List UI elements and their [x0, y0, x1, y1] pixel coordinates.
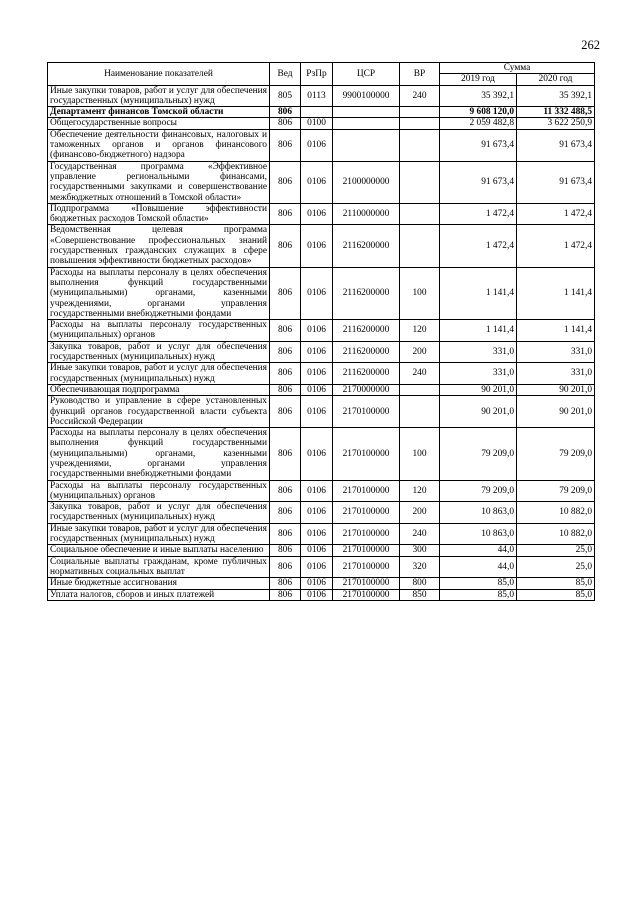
- row-2020-cell: 90 201,0: [517, 396, 595, 428]
- row-name-cell: Социальные выплаты гражданам, кроме публичных нормативных социальных выплат: [48, 556, 270, 578]
- row-rzpr-cell: 0106: [301, 384, 333, 395]
- row-vr-cell: 240: [400, 363, 440, 385]
- row-csr-cell: [333, 118, 400, 129]
- row-2019-cell: 85,0: [440, 578, 517, 589]
- row-csr-cell: 2116200000: [333, 363, 400, 385]
- row-vr-cell: 120: [400, 480, 440, 502]
- row-ved-cell: 806: [270, 320, 301, 342]
- row-ved-cell: 806: [270, 556, 301, 578]
- row-rzpr-cell: 0106: [301, 396, 333, 428]
- table-row: [48, 545, 595, 556]
- row-2019-cell: 79 209,0: [440, 428, 517, 480]
- header-csr: ЦСР: [333, 63, 400, 86]
- row-csr-cell: 2110000000: [333, 203, 400, 225]
- row-rzpr-cell: 0106: [301, 589, 333, 600]
- table-row: [48, 267, 595, 319]
- row-vr-cell: 100: [400, 267, 440, 319]
- row-csr-cell: 2170100000: [333, 556, 400, 578]
- table-row: [48, 384, 595, 395]
- row-2019-cell: 90 201,0: [440, 396, 517, 428]
- row-ved-cell: 806: [270, 523, 301, 545]
- row-rzpr-cell: 0106: [301, 225, 333, 267]
- table-row: [48, 225, 595, 267]
- table-row: [48, 578, 595, 589]
- row-name-cell: Департамент финансов Томской области: [48, 107, 270, 118]
- row-2020-cell: 10 882,0: [517, 523, 595, 545]
- row-2020-cell: 10 882,0: [517, 502, 595, 524]
- row-rzpr-cell: 0106: [301, 578, 333, 589]
- row-ved-cell: 806: [270, 129, 301, 161]
- row-name-cell: Обеспечивающая подпрограмма: [48, 384, 270, 395]
- row-name-cell: Подпрограмма «Повышение эффективности бюджетных расходов Томской области»: [48, 203, 270, 225]
- row-ved-cell: 806: [270, 363, 301, 385]
- row-name-cell: Иные закупки товаров, работ и услуг для обеспечения государственных (муниципальных) нужд: [48, 85, 270, 107]
- row-name-cell: Ведомственная целевая программа «Совершенствование профессиональных знаний государственных гражданских служащих в сфере повышения эффективности бюджетных расходов»: [48, 225, 270, 267]
- row-ved-cell: 806: [270, 267, 301, 319]
- row-2019-cell: 91 673,4: [440, 129, 517, 161]
- header-ved: Вед: [270, 63, 301, 86]
- header-rzpr: РзПр: [301, 63, 333, 86]
- row-csr-cell: 2116200000: [333, 341, 400, 363]
- row-ved-cell: 806: [270, 428, 301, 480]
- row-2020-cell: 25,0: [517, 556, 595, 578]
- row-2020-cell: 331,0: [517, 363, 595, 385]
- row-2020-cell: 11 332 488,5: [517, 107, 595, 118]
- header-2019: 2019 год: [440, 74, 517, 85]
- row-rzpr-cell: 0106: [301, 502, 333, 524]
- row-rzpr-cell: 0106: [301, 129, 333, 161]
- row-name-cell: Руководство и управление в сфере установленных функций органов государственной власти субъекта Российской Федерации: [48, 396, 270, 428]
- table-row: [48, 341, 595, 363]
- row-vr-cell: 120: [400, 320, 440, 342]
- row-rzpr-cell: 0106: [301, 320, 333, 342]
- row-vr-cell: 100: [400, 428, 440, 480]
- row-vr-cell: 320: [400, 556, 440, 578]
- row-csr-cell: [333, 129, 400, 161]
- row-ved-cell: 806: [270, 161, 301, 203]
- row-csr-cell: 2170000000: [333, 384, 400, 395]
- row-csr-cell: 9900100000: [333, 85, 400, 107]
- row-2020-cell: 91 673,4: [517, 161, 595, 203]
- row-csr-cell: 2100000000: [333, 161, 400, 203]
- row-rzpr-cell: 0106: [301, 203, 333, 225]
- row-name-cell: Иные бюджетные ассигнования: [48, 578, 270, 589]
- row-ved-cell: 806: [270, 396, 301, 428]
- table-row: [48, 523, 595, 545]
- row-2019-cell: 35 392,1: [440, 85, 517, 107]
- row-rzpr-cell: 0106: [301, 545, 333, 556]
- row-vr-cell: [400, 225, 440, 267]
- row-2019-cell: 331,0: [440, 341, 517, 363]
- row-ved-cell: 806: [270, 118, 301, 129]
- row-vr-cell: [400, 107, 440, 118]
- row-csr-cell: 2170100000: [333, 523, 400, 545]
- row-vr-cell: 300: [400, 545, 440, 556]
- row-name-cell: Расходы на выплаты персоналу государственных (муниципальных) органов: [48, 480, 270, 502]
- row-2019-cell: 79 209,0: [440, 480, 517, 502]
- table-body: [48, 85, 595, 600]
- table-row: [48, 118, 595, 129]
- row-rzpr-cell: 0106: [301, 161, 333, 203]
- row-2020-cell: 79 209,0: [517, 480, 595, 502]
- row-vr-cell: 800: [400, 578, 440, 589]
- row-ved-cell: 806: [270, 384, 301, 395]
- table-row: [48, 203, 595, 225]
- row-vr-cell: 200: [400, 502, 440, 524]
- row-ved-cell: 806: [270, 225, 301, 267]
- row-csr-cell: 2170100000: [333, 545, 400, 556]
- row-2019-cell: 1 141,4: [440, 320, 517, 342]
- row-csr-cell: 2170100000: [333, 428, 400, 480]
- row-vr-cell: [400, 118, 440, 129]
- header-2020: 2020 год: [517, 74, 595, 85]
- row-ved-cell: 806: [270, 480, 301, 502]
- row-2020-cell: 1 141,4: [517, 267, 595, 319]
- row-2019-cell: 85,0: [440, 589, 517, 600]
- row-2019-cell: 1 472,4: [440, 203, 517, 225]
- table-row: [48, 589, 595, 600]
- row-csr-cell: 2170100000: [333, 589, 400, 600]
- row-name-cell: Социальное обеспечение и иные выплаты населению: [48, 545, 270, 556]
- row-vr-cell: 850: [400, 589, 440, 600]
- row-csr-cell: 2116200000: [333, 225, 400, 267]
- row-2019-cell: 331,0: [440, 363, 517, 385]
- row-rzpr-cell: 0106: [301, 267, 333, 319]
- page-number: 262: [581, 38, 600, 52]
- row-2019-cell: 10 863,0: [440, 502, 517, 524]
- row-2019-cell: 91 673,4: [440, 161, 517, 203]
- row-2020-cell: 331,0: [517, 341, 595, 363]
- row-2020-cell: 91 673,4: [517, 129, 595, 161]
- row-ved-cell: 806: [270, 589, 301, 600]
- row-rzpr-cell: 0106: [301, 341, 333, 363]
- table-row: [48, 129, 595, 161]
- row-name-cell: Закупка товаров, работ и услуг для обеспечения государственных (муниципальных) нужд: [48, 502, 270, 524]
- table-row: [48, 85, 595, 107]
- row-2020-cell: 3 622 250,9: [517, 118, 595, 129]
- row-vr-cell: [400, 161, 440, 203]
- row-csr-cell: 2170100000: [333, 578, 400, 589]
- table-row: [48, 320, 595, 342]
- row-vr-cell: [400, 384, 440, 395]
- row-2019-cell: 44,0: [440, 556, 517, 578]
- row-rzpr-cell: [301, 107, 333, 118]
- row-name-cell: Расходы на выплаты персоналу в целях обеспечения выполнения функций государственными (муниципальными) органами, казенными учреждениями, органами управления государственными внебюджетными фондами: [48, 428, 270, 480]
- row-2020-cell: 35 392,1: [517, 85, 595, 107]
- row-ved-cell: 806: [270, 341, 301, 363]
- row-vr-cell: 200: [400, 341, 440, 363]
- row-rzpr-cell: 0113: [301, 85, 333, 107]
- budget-table: [47, 62, 595, 601]
- row-name-cell: Обеспечение деятельности финансовых, налоговых и таможенных органов и органов финансового (финансово-бюджетного) надзора: [48, 129, 270, 161]
- row-vr-cell: [400, 129, 440, 161]
- row-csr-cell: 2170100000: [333, 480, 400, 502]
- table-row: [48, 480, 595, 502]
- row-2020-cell: 85,0: [517, 578, 595, 589]
- row-2020-cell: 1 141,4: [517, 320, 595, 342]
- table-row: [48, 428, 595, 480]
- row-2019-cell: 2 059 482,8: [440, 118, 517, 129]
- row-ved-cell: 806: [270, 545, 301, 556]
- table-row: [48, 502, 595, 524]
- row-name-cell: Расходы на выплаты персоналу государственных (муниципальных) органов: [48, 320, 270, 342]
- row-2020-cell: 1 472,4: [517, 225, 595, 267]
- row-csr-cell: 2116200000: [333, 267, 400, 319]
- row-csr-cell: 2170100000: [333, 502, 400, 524]
- row-2020-cell: 1 472,4: [517, 203, 595, 225]
- row-rzpr-cell: 0100: [301, 118, 333, 129]
- row-vr-cell: [400, 396, 440, 428]
- table-row: [48, 161, 595, 203]
- row-ved-cell: 806: [270, 107, 301, 118]
- row-ved-cell: 806: [270, 502, 301, 524]
- row-csr-cell: 2170100000: [333, 396, 400, 428]
- table-row: [48, 107, 595, 118]
- row-2019-cell: 90 201,0: [440, 384, 517, 395]
- row-name-cell: Иные закупки товаров, работ и услуг для обеспечения государственных (муниципальных) нужд: [48, 523, 270, 545]
- row-vr-cell: [400, 203, 440, 225]
- row-ved-cell: 805: [270, 85, 301, 107]
- row-csr-cell: 2116200000: [333, 320, 400, 342]
- row-2019-cell: 1 141,4: [440, 267, 517, 319]
- row-2020-cell: 79 209,0: [517, 428, 595, 480]
- table-row: [48, 556, 595, 578]
- row-name-cell: Иные закупки товаров, работ и услуг для обеспечения государственных (муниципальных) нужд: [48, 363, 270, 385]
- row-ved-cell: 806: [270, 203, 301, 225]
- row-vr-cell: 240: [400, 523, 440, 545]
- row-csr-cell: [333, 107, 400, 118]
- row-vr-cell: 240: [400, 85, 440, 107]
- row-name-cell: Закупка товаров, работ и услуг для обеспечения государственных (муниципальных) нужд: [48, 341, 270, 363]
- row-2020-cell: 90 201,0: [517, 384, 595, 395]
- table-row: [48, 396, 595, 428]
- header-name: Наименование показателей: [48, 63, 270, 86]
- row-2020-cell: 85,0: [517, 589, 595, 600]
- row-2020-cell: 25,0: [517, 545, 595, 556]
- row-name-cell: Государственная программа «Эффективное управление региональными финансами, государственными закупками и совершенствование межбюджетных отношений в Томской области»: [48, 161, 270, 203]
- row-rzpr-cell: 0106: [301, 428, 333, 480]
- row-name-cell: Уплата налогов, сборов и иных платежей: [48, 589, 270, 600]
- row-2019-cell: 9 608 120,0: [440, 107, 517, 118]
- row-rzpr-cell: 0106: [301, 363, 333, 385]
- row-rzpr-cell: 0106: [301, 556, 333, 578]
- row-2019-cell: 10 863,0: [440, 523, 517, 545]
- header-sum: Сумма: [440, 63, 595, 74]
- row-2019-cell: 1 472,4: [440, 225, 517, 267]
- table-row: [48, 363, 595, 385]
- row-rzpr-cell: 0106: [301, 480, 333, 502]
- row-name-cell: Общегосударственные вопросы: [48, 118, 270, 129]
- row-2019-cell: 44,0: [440, 545, 517, 556]
- row-ved-cell: 806: [270, 578, 301, 589]
- header-vr: ВР: [400, 63, 440, 86]
- row-name-cell: Расходы на выплаты персоналу в целях обеспечения выполнения функций государственными (муниципальными) органами, казенными учреждениями, органами управления государственными внебюджетными фондами: [48, 267, 270, 319]
- row-rzpr-cell: 0106: [301, 523, 333, 545]
